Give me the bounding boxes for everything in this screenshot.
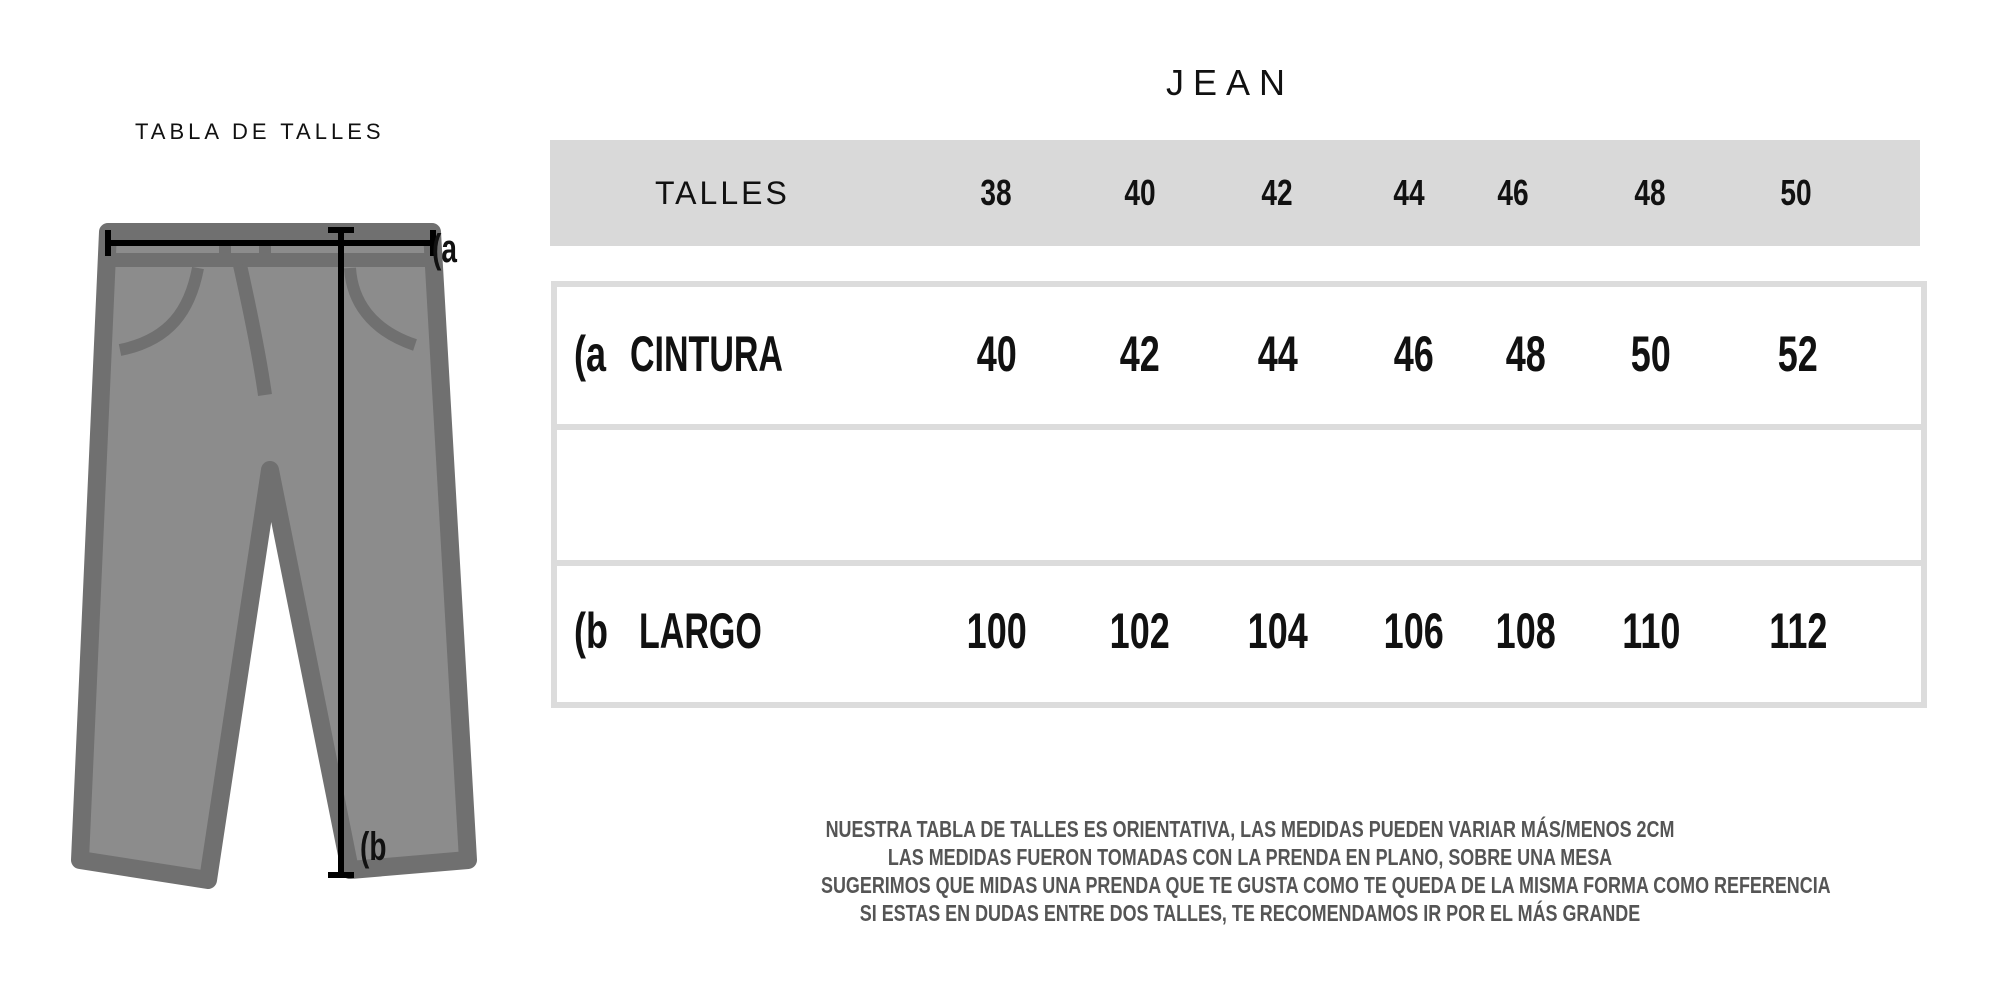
jeans-diagram-icon xyxy=(60,220,490,900)
size-chart-title: TABLA DE TALLES xyxy=(135,119,385,144)
table-row xyxy=(557,287,1921,420)
size-header-cell: 44 xyxy=(1393,172,1425,213)
table-cell: 44 xyxy=(1257,325,1299,382)
chart-title: JEAN xyxy=(1165,62,1295,103)
table-row xyxy=(557,560,1921,702)
row-marker: (b xyxy=(574,603,608,659)
note-line: LAS MEDIDAS FUERON TOMADAS CON LA PRENDA EN PLANO, SOBRE UNA MESA xyxy=(887,844,1613,870)
sizes-header-row xyxy=(550,140,1920,246)
table-cell: 110 xyxy=(1621,603,1681,659)
sizes-header-label: TALLES xyxy=(655,174,790,211)
note-line: SUGERIMOS QUE MIDAS UNA PRENDA QUE TE GUSTA COMO TE QUEDA DE LA MISMA FORMA COMO REFERENCIA xyxy=(821,872,1831,898)
table-cell: 40 xyxy=(976,325,1018,382)
size-header-cell: 38 xyxy=(980,172,1012,213)
table-cell: 50 xyxy=(1630,325,1672,382)
size-header-cell: 40 xyxy=(1124,172,1156,213)
size-header-cell: 50 xyxy=(1780,172,1812,213)
table-cell: 100 xyxy=(966,603,1028,659)
table-cell: 46 xyxy=(1393,325,1435,382)
measurements-table xyxy=(551,281,1927,708)
note-line: SI ESTAS EN DUDAS ENTRE DOS TALLES, TE RECOMENDAMOS IR POR EL MÁS GRANDE xyxy=(859,900,1641,926)
size-header-cell: 48 xyxy=(1634,172,1666,213)
table-cell: 112 xyxy=(1768,603,1828,659)
table-cell: 108 xyxy=(1495,603,1557,659)
table-cell: 106 xyxy=(1383,603,1445,659)
table-row-empty xyxy=(557,424,1921,566)
row-label-largo: LARGO xyxy=(639,603,762,659)
table-cell: 42 xyxy=(1119,325,1161,382)
length-marker-label: (b xyxy=(360,825,387,869)
size-notes xyxy=(700,815,1831,927)
table-cell: 102 xyxy=(1109,603,1171,659)
table-cell: 52 xyxy=(1777,325,1819,382)
size-header-cell: 42 xyxy=(1261,172,1293,213)
waist-marker-label: (a xyxy=(432,227,457,271)
note-line: NUESTRA TABLA DE TALLES ES ORIENTATIVA, LAS MEDIDAS PUEDEN VARIAR MÁS/MENOS 2CM xyxy=(825,816,1675,842)
size-header-cell: 46 xyxy=(1497,172,1529,213)
row-marker: (a xyxy=(574,325,607,382)
row-label-cintura: CINTURA xyxy=(630,325,783,382)
table-cell: 48 xyxy=(1505,325,1547,382)
table-cell: 104 xyxy=(1247,603,1309,659)
